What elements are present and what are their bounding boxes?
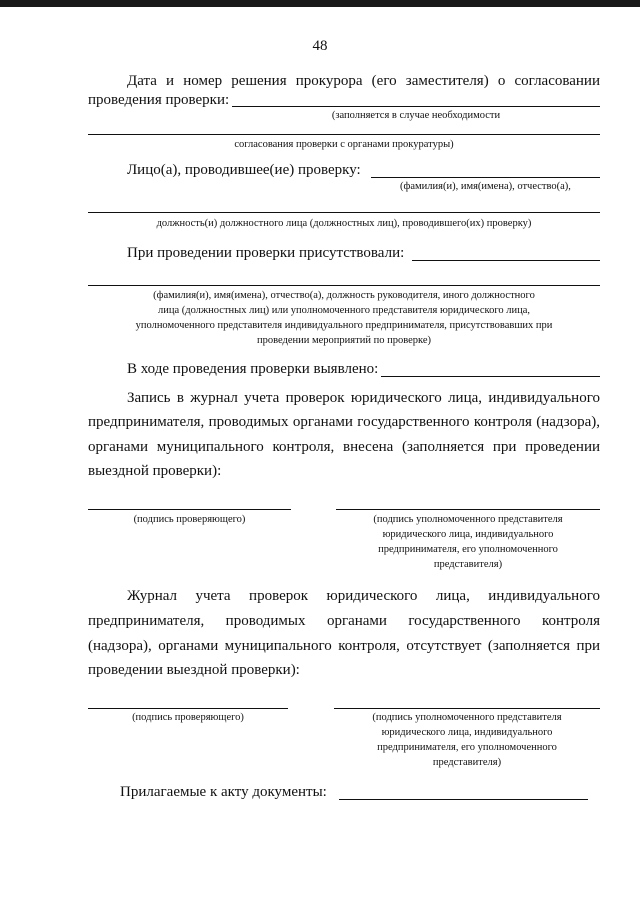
representative-signature-line-2 [334,708,600,709]
attachments-label: Прилагаемые к акту документы: [120,784,327,800]
inspector-signature-caption-2: (подпись проверяющего) [132,712,244,723]
inspector-signature-line-2 [88,708,288,709]
inspector-signature-caption: (подпись проверяющего) [133,514,246,525]
caption-line: предпринимателя, его уполномоченного [378,544,558,555]
journal-absent-line-2: предпринимателя, проводимых органами государственного контроля [88,613,600,629]
caption-line: (подпись уполномоченного представителя [372,712,562,723]
inspector-field-line-2 [88,212,600,213]
journal-entry-line-2: предпринимателя, проводимых органами государственного контроля (надзора), [88,414,600,430]
found-label: В ходе проведения проверки выявлено: [127,361,379,377]
inspector-caption-2: должность(и) должностного лица (должностных лиц), проводившего(их) проверку) [156,218,532,229]
caption-line: юридического лица, индивидуального [381,727,553,738]
journal-entry-line-1: Запись в журнал учета проверок юридического лица, индивидуального [127,390,600,406]
found-field-line [381,376,600,377]
representative-signature-caption-2 [334,710,600,770]
present-caption [88,288,600,348]
inspector-caption-1: (фамилия(и), имя(имена), отчество(а), [400,181,571,192]
representative-signature-caption [336,512,600,572]
caption-line: предпринимателя, его уполномоченного [377,742,557,753]
journal-entry-line-4: выездной проверки): [88,463,222,479]
prosecutor-caption-2: согласования проверки с органами прокуратуры) [234,139,454,150]
present-field-line-2 [88,285,600,286]
journal-absent-line-4: проведении выездной проверки): [88,662,300,678]
present-caption-line: лица (должностных лиц) или уполномоченного представителя юридического лица, [157,305,531,316]
journal-absent-line-3: (надзора), органами муниципального контроля, отсутствует (заполняется при [88,638,600,654]
present-field-line [412,260,600,261]
inspector-field-line [371,177,600,178]
present-label: При проведении проверки присутствовали: [127,245,405,261]
prosecutor-field-line [232,106,600,107]
caption-line: (подпись уполномоченного представителя [373,514,563,525]
present-caption-line: проведении мероприятий по проверке) [256,335,431,346]
caption-line: юридического лица, индивидуального [382,529,554,540]
prosecutor-line-1: Дата и номер решения прокурора (его заместителя) о согласовании [127,73,600,89]
caption-line: представителя) [433,559,503,570]
present-caption-line: уполномоченного представителя индивидуального предпринимателя, присутствовавших при [135,320,553,331]
present-caption-line: (фамилия(и), имя(имена), отчество(а), должность руководителя, иного должностного [153,290,535,301]
top-border [0,0,640,7]
prosecutor-caption-1: (заполняется в случае необходимости [331,110,501,121]
page-number: 48 [312,38,328,54]
attachments-field-line [339,799,588,800]
inspector-label: Лицо(а), проводившее(ие) проверку: [127,162,361,178]
prosecutor-field-line-2 [88,134,600,135]
inspector-signature-line [88,509,291,510]
journal-entry-line-3: органами муниципального контроля, внесена (заполняется при проведении [88,439,600,455]
caption-line: представителя) [432,757,502,768]
prosecutor-line-2: проведения проверки: [88,92,230,108]
representative-signature-line [336,509,600,510]
journal-absent-line-1: Журнал учета проверок юридического лица, индивидуального [127,588,600,604]
